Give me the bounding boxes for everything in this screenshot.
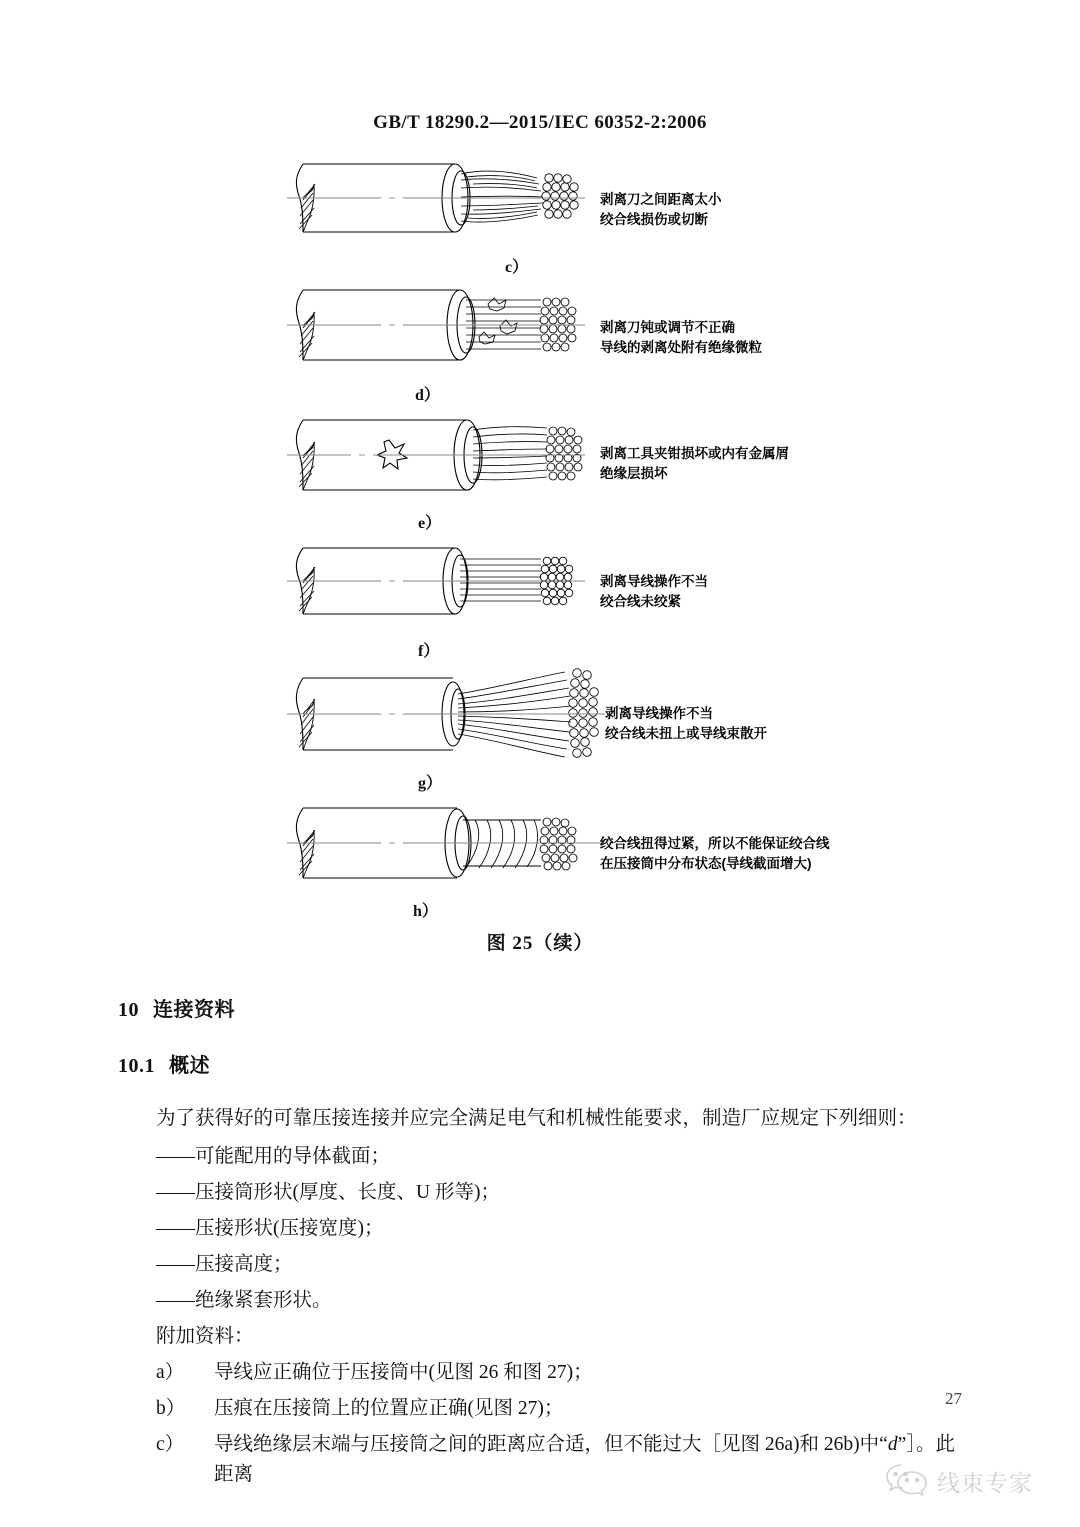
subclause-number: 10.1 xyxy=(118,1055,155,1077)
figure-c-drawing xyxy=(285,150,605,270)
list-item-c xyxy=(156,1430,963,1490)
figure-caption: 图 25（续） xyxy=(486,933,594,954)
dash-item-1: ——可能配用的导体截面； xyxy=(156,1146,391,1167)
dash-item-3: ——压接形状(压接宽度)； xyxy=(156,1218,384,1239)
figure-c-label: c） xyxy=(505,259,529,276)
figure-e-drawing xyxy=(285,406,605,526)
body-content xyxy=(118,1000,963,1496)
figure-g-label: g） xyxy=(418,775,443,792)
figure-d-label: d） xyxy=(415,387,440,404)
list-item-c-symbol-d: d xyxy=(887,1434,898,1455)
figure-d xyxy=(0,278,1080,406)
figure-h-label: h） xyxy=(413,903,438,920)
watermark-text: 线束专家 xyxy=(937,1470,1033,1496)
figure-e-note xyxy=(600,444,789,484)
subclause-title: 概述 xyxy=(169,1055,210,1077)
figure-e-note-line2: 绝缘层损坏 xyxy=(600,466,668,481)
figure-c-note-line2: 绞合线损伤或切断 xyxy=(600,212,708,227)
figure-f-note xyxy=(600,572,708,612)
figure-e-note-line1: 剥离工具夹钳损坏或内有金属屑 xyxy=(600,446,789,461)
figure-g-note-line2: 绞合线未扭上或导线束散开 xyxy=(605,726,767,741)
list-item-c-marker: c） xyxy=(156,1434,185,1455)
figure-d-note xyxy=(600,318,762,358)
list-item-c-text-pre: 导线绝缘层末端与压接筒之间的距离应合适，但不能过大［见图 26a)和 26b)中“ xyxy=(214,1434,888,1455)
figure-h-note xyxy=(600,834,830,874)
list-item-b-text: 压痕在压接筒上的位置应正确(见图 27)； xyxy=(214,1398,564,1419)
figure-h-drawing xyxy=(285,794,615,914)
list-item-a-marker: a） xyxy=(156,1362,185,1383)
figure-e-label: e） xyxy=(418,515,442,532)
list-item-b-marker: b） xyxy=(156,1398,186,1419)
figure-f-note-line1: 剥离导线操作不当 xyxy=(600,574,708,589)
list-item-a xyxy=(156,1358,963,1388)
dash-item-2: ——压接筒形状(厚度、长度、U 形等)； xyxy=(156,1182,500,1203)
figure-c-note-line1: 剥离刀之间距离太小 xyxy=(600,192,722,207)
figure-c-note xyxy=(600,190,722,230)
dash-item-5: ——绝缘紧套形状。 xyxy=(156,1290,332,1311)
figure-e xyxy=(0,406,1080,534)
figure-c xyxy=(0,150,1080,278)
page-number: 27 xyxy=(945,1389,962,1408)
figure-f-label: f） xyxy=(418,643,440,660)
clause-heading xyxy=(118,1000,963,1020)
list-item-a-text: 导线应正确位于压接筒中(见图 26 和图 27)； xyxy=(214,1362,593,1383)
figure-f xyxy=(0,534,1080,662)
watermark xyxy=(885,1462,1033,1501)
figure-h-note-line2: 在压接筒中分布状态(导线截面增大) xyxy=(600,856,812,871)
subclause-heading xyxy=(118,1056,963,1076)
clause-number: 10 xyxy=(118,999,139,1021)
list-item-c-text xyxy=(214,1430,963,1490)
figure-d-drawing xyxy=(285,278,605,398)
wechat-icon xyxy=(885,1462,927,1501)
additional-info-label: 附加资料： xyxy=(156,1326,254,1347)
clause-title: 连接资料 xyxy=(153,999,235,1021)
figure-d-note-line2: 导线的剥离处附有绝缘微粒 xyxy=(600,340,762,355)
figure-d-note-line1: 剥离刀钝或调节不正确 xyxy=(600,320,735,335)
figure-group xyxy=(0,150,1080,922)
figure-h xyxy=(0,794,1080,922)
figure-g-drawing xyxy=(285,662,615,784)
figure-f-drawing xyxy=(285,534,605,654)
dash-item-4: ——压接高度； xyxy=(156,1254,293,1275)
figure-g-note xyxy=(605,704,767,744)
figure-g xyxy=(0,662,1080,794)
list-item-c-text-post: ”］。此距离 xyxy=(214,1434,955,1485)
figure-h-note-line1: 绞合线扭得过紧，所以不能保证绞合线 xyxy=(600,836,830,851)
figure-f-note-line2: 绞合线未绞紧 xyxy=(600,594,681,609)
page-header: GB/T 18290.2—2015/IEC 60352-2:2006 xyxy=(373,112,707,133)
figure-g-note-line1: 剥离导线操作不当 xyxy=(605,706,713,721)
intro-paragraph: 为了获得好的可靠压接连接并应完全满足电气和机械性能要求，制造厂应规定下列细则： xyxy=(156,1108,917,1129)
